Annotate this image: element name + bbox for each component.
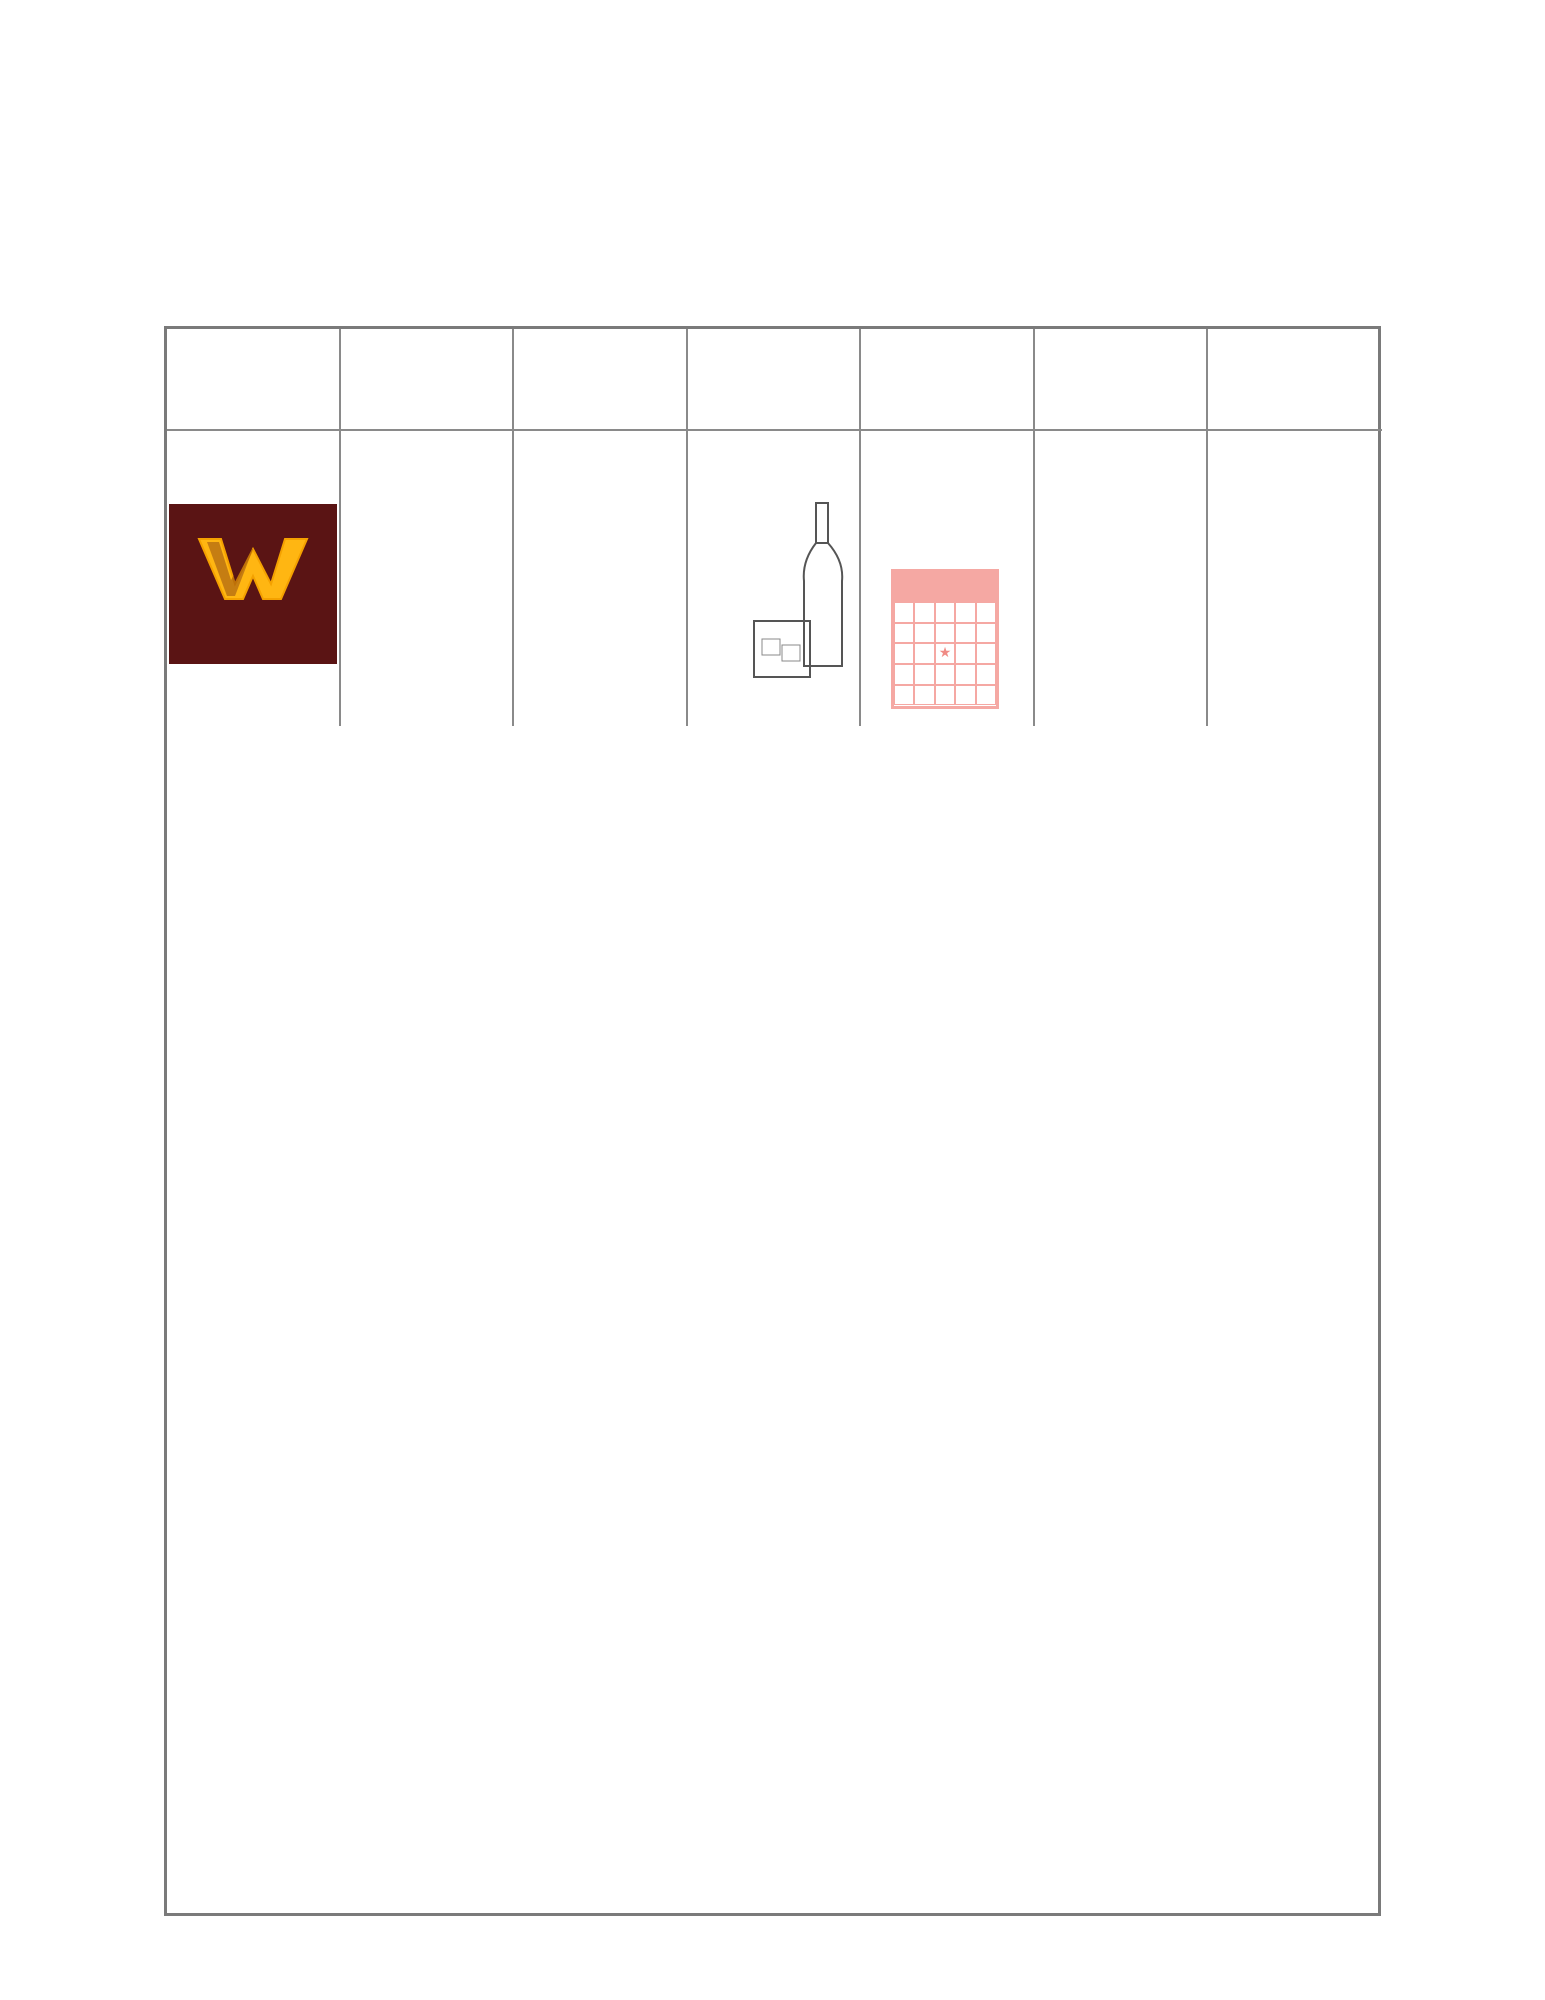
promo-tag-line xyxy=(1250,440,1386,474)
day-cell-1 xyxy=(688,429,862,726)
weekday-tue xyxy=(514,329,688,429)
promo-tag xyxy=(1250,440,1386,474)
commanders-logo xyxy=(169,504,337,664)
day-cell-4 xyxy=(1208,429,1382,726)
weekday-fri xyxy=(1035,329,1209,429)
calendar-header xyxy=(0,0,1545,328)
bingo-card-icon: ★ xyxy=(891,569,999,709)
weekday-sat xyxy=(1208,329,1382,429)
weekday-sun xyxy=(167,329,341,429)
weekday-thu xyxy=(861,329,1035,429)
promo-tag-line xyxy=(1250,440,1386,474)
whiskey-glass-icon xyxy=(748,611,818,681)
calendar-grid xyxy=(164,326,1381,1916)
empty-cell xyxy=(514,429,688,726)
day-cell-3 xyxy=(1035,429,1209,726)
weekday-mon xyxy=(341,329,515,429)
empty-cell xyxy=(341,429,515,726)
day-cell-2 xyxy=(861,429,1035,726)
bingo-label xyxy=(894,572,996,602)
weekday-wed xyxy=(688,329,862,429)
autumn-leaves-banner xyxy=(0,0,1545,328)
w-logo-icon xyxy=(169,524,337,614)
